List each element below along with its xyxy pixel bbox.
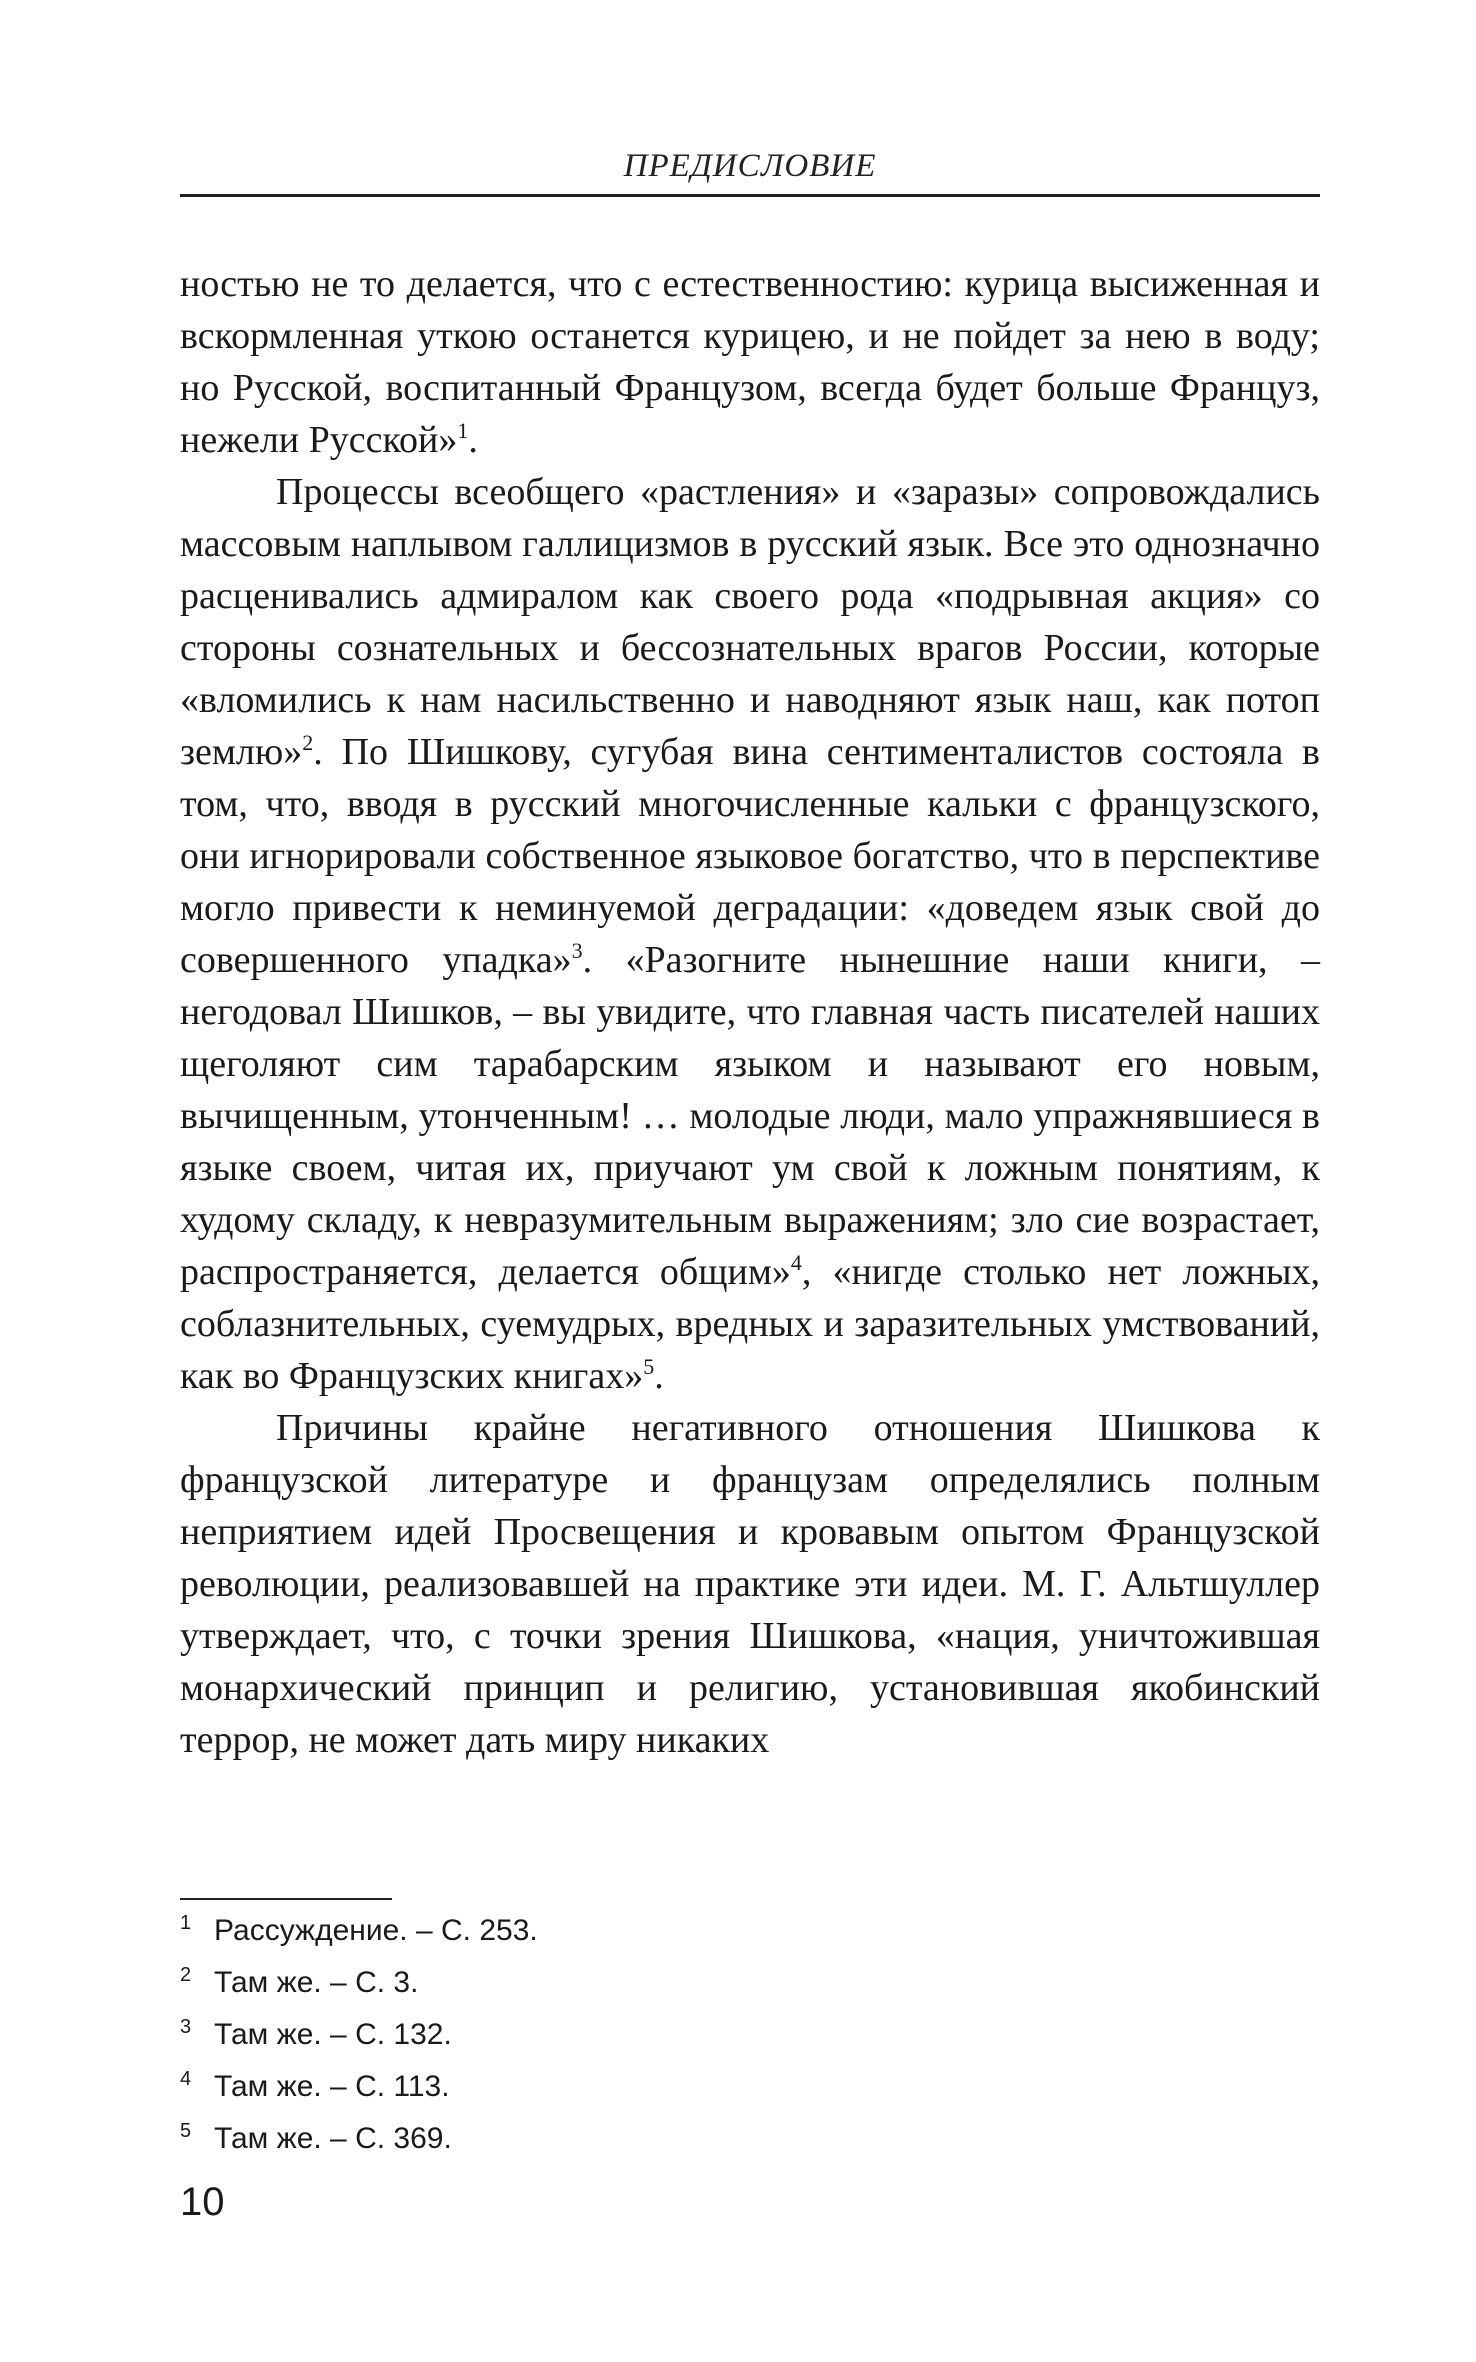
page-number: 10 xyxy=(180,2180,225,2224)
paragraph-text: , «нигде столько нет ложных, соблазнительных, суемудрых, вредных и заразительных умствований, как во Французских книгах» xyxy=(180,1251,1321,1397)
footnote-text: Там же. – С. 113. xyxy=(214,2070,450,2103)
footnote-text: Там же. – С. 3. xyxy=(214,1966,419,1999)
footnote-text: Там же. – С. 369. xyxy=(214,2122,452,2155)
paragraph-text: ностью не то делается, что с естественностию: курица высиженная и вскормленная уткою останется курицею, и не пойдет за нею в воду; но Русской, воспитанный Французом, всегда будет больше Француз, нежели Русской» xyxy=(180,263,1320,461)
footnote-number: 5 xyxy=(180,2120,192,2142)
paragraph-text: Причины крайне негативного отношения Шишкова к французской литературе и французам определялись полным неприятием идей Просвещения и кровавым опытом Французской революции, реализовавшей на практике эти идеи. М. Г. Альтшуллер утверждает, что, с точки зрения Шишкова, «нация, уничтожившая монархический принцип и религию, установившая якобинский террор, не может дать миру никаких xyxy=(180,1407,1320,1761)
footnote-reference: 3 xyxy=(571,938,583,963)
footnote-reference: 5 xyxy=(643,1354,655,1379)
footnote-reference: 1 xyxy=(457,418,469,443)
paragraph-text: . xyxy=(468,419,478,461)
paragraph-text: Процессы всеобщего «растления» и «заразы» сопровождались массовым наплывом галлицизмов в русский язык. Все это однозначно расценивались адмиралом как своего рода «подрывная акция» со стороны сознательных и бессознательных врагов России, которые «вломились к нам насильственно и наводняют язык наш, как потоп землю» xyxy=(180,471,1320,773)
body-text xyxy=(180,258,1320,1766)
footnote-reference: 4 xyxy=(790,1250,802,1275)
footnote-number: 3 xyxy=(180,2016,192,2038)
footnote-text: Рассуждение. – С. 253. xyxy=(214,1914,538,1947)
footnote-number: 2 xyxy=(180,1964,192,1986)
paragraph-text: . По Шишкову, сугубая вина сентименталистов состояла в том, что, вводя в русский многочисленные кальки с французского, они игнорировали собственное языковое богатство, что в перспективе могло привести к неминуемой деградации: «доведем язык свой до совершенного упадка» xyxy=(180,731,1320,981)
running-header: ПРЕДИСЛОВИЕ xyxy=(623,148,877,184)
footnote-reference: 2 xyxy=(302,730,314,755)
footnote-separator xyxy=(180,1898,392,1900)
footnote-number: 4 xyxy=(180,2068,192,2090)
header-rule xyxy=(180,194,1320,197)
footnote-text: Там же. – С. 132. xyxy=(214,2018,452,2051)
paragraph xyxy=(180,466,1320,1402)
paragraph-text: . «Разогните нынешние наши книги, – негодовал Шишков, – вы увидите, что главная часть писателей наших щеголяют сим тарабарским языком и называют его новым, вычищенным, утонченным! … молодые люди, мало упражнявшиеся в языке своем, читая их, приучают ум свой к ложным понятиям, к худому складу, к невразумительным выражениям; зло сие возрастает, распространяется, делается общим» xyxy=(180,939,1320,1293)
paragraph xyxy=(180,258,1320,466)
footnote-number: 1 xyxy=(180,1912,192,1934)
paragraph xyxy=(180,1402,1320,1766)
paragraph-text: . xyxy=(654,1355,664,1397)
